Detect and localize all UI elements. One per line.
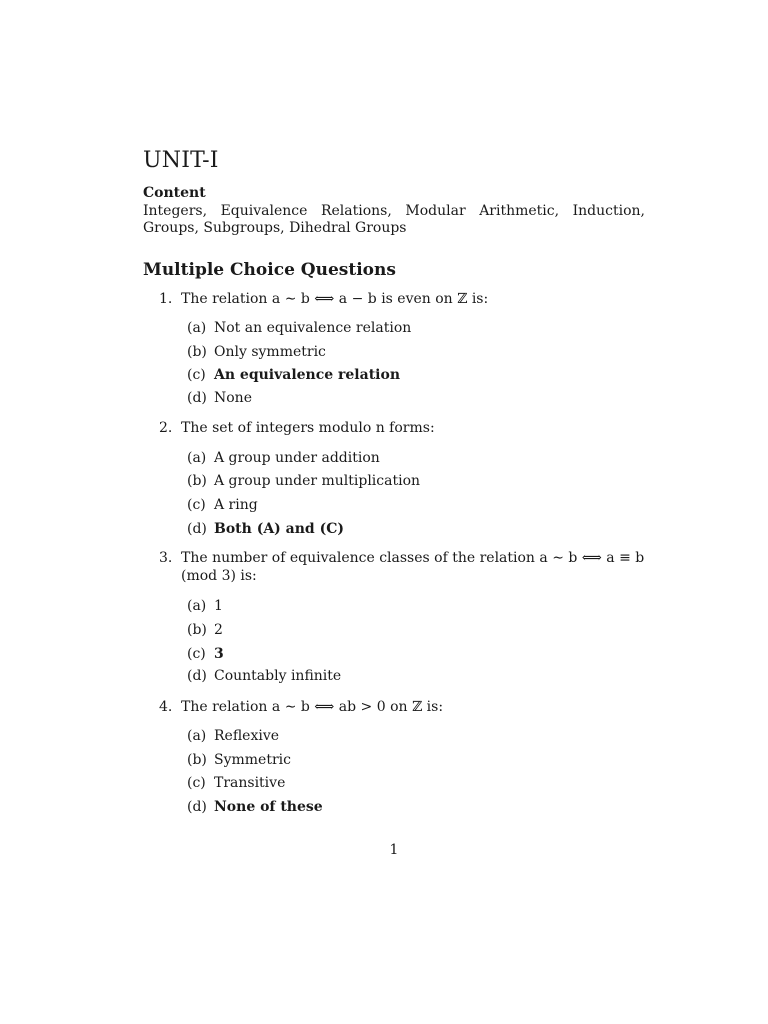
option-label: (c) xyxy=(187,497,206,513)
question-text: The relation a ∼ b ⟺ a − b is even on ℤ is: xyxy=(181,291,489,307)
question-text: The relation a ∼ b ⟺ ab > 0 on ℤ is: xyxy=(181,699,444,715)
option-1c xyxy=(187,366,607,384)
content-heading: Content xyxy=(143,185,206,201)
unit-title: UNIT-I xyxy=(143,148,219,173)
option-label: (d) xyxy=(187,521,207,537)
question-text: The number of equivalence classes of the relation a ∼ b ⟺ a ≡ b (mod 3) is: xyxy=(181,550,645,584)
option-text: Reflexive xyxy=(214,728,280,744)
option-label: (d) xyxy=(187,390,207,406)
option-label: (a) xyxy=(187,598,207,614)
page-number: 1 xyxy=(389,842,399,858)
option-label: (a) xyxy=(187,450,207,466)
option-text: Transitive xyxy=(214,775,286,791)
option-1b xyxy=(187,343,607,361)
option-text: Only symmetric xyxy=(214,344,326,360)
option-label: (d) xyxy=(187,799,207,815)
option-label: (c) xyxy=(187,646,206,662)
option-1d xyxy=(187,389,607,407)
question-number: 1. xyxy=(159,291,173,307)
correct-option-text: Both (A) and (C) xyxy=(214,521,344,537)
option-text: Symmetric xyxy=(214,752,291,768)
option-4b xyxy=(187,751,607,769)
option-3b xyxy=(187,621,607,639)
option-2d xyxy=(187,520,607,538)
question-number: 4. xyxy=(159,699,173,715)
option-3c xyxy=(187,645,607,663)
correct-option-text: None of these xyxy=(214,799,323,815)
option-text: A group under addition xyxy=(214,450,380,466)
option-3d xyxy=(187,667,607,685)
question-number: 2. xyxy=(159,420,173,436)
option-2c xyxy=(187,496,607,514)
option-text: A ring xyxy=(214,497,258,513)
option-1a xyxy=(187,319,607,337)
option-4c xyxy=(187,774,607,792)
option-text: Not an equivalence relation xyxy=(214,320,412,336)
question-number: 3. xyxy=(159,550,173,566)
option-4d xyxy=(187,798,607,816)
option-4a xyxy=(187,727,607,745)
option-text: 1 xyxy=(214,598,223,614)
option-label: (b) xyxy=(187,752,207,768)
question-text: The set of integers modulo n forms: xyxy=(181,420,435,436)
option-label: (b) xyxy=(187,344,207,360)
option-2b xyxy=(187,472,607,490)
option-text: 2 xyxy=(214,622,223,638)
content-text: Integers, Equivalence Relations, Modular Arithmetic, Induction, Groups, Subgroups, Dihedral Groups xyxy=(143,203,645,236)
option-text: None xyxy=(214,390,252,406)
option-label: (a) xyxy=(187,728,207,744)
correct-option-text: An equivalence relation xyxy=(214,367,400,383)
option-label: (d) xyxy=(187,668,207,684)
option-label: (b) xyxy=(187,622,207,638)
option-3a xyxy=(187,597,607,615)
mcq-heading: Multiple Choice Questions xyxy=(143,260,396,280)
option-2a xyxy=(187,449,607,467)
option-label: (c) xyxy=(187,367,206,383)
option-label: (a) xyxy=(187,320,207,336)
correct-option-text: 3 xyxy=(214,646,224,662)
option-label: (b) xyxy=(187,473,207,489)
option-label: (c) xyxy=(187,775,206,791)
option-text: Countably infinite xyxy=(214,668,342,684)
option-text: A group under multiplication xyxy=(214,473,421,489)
